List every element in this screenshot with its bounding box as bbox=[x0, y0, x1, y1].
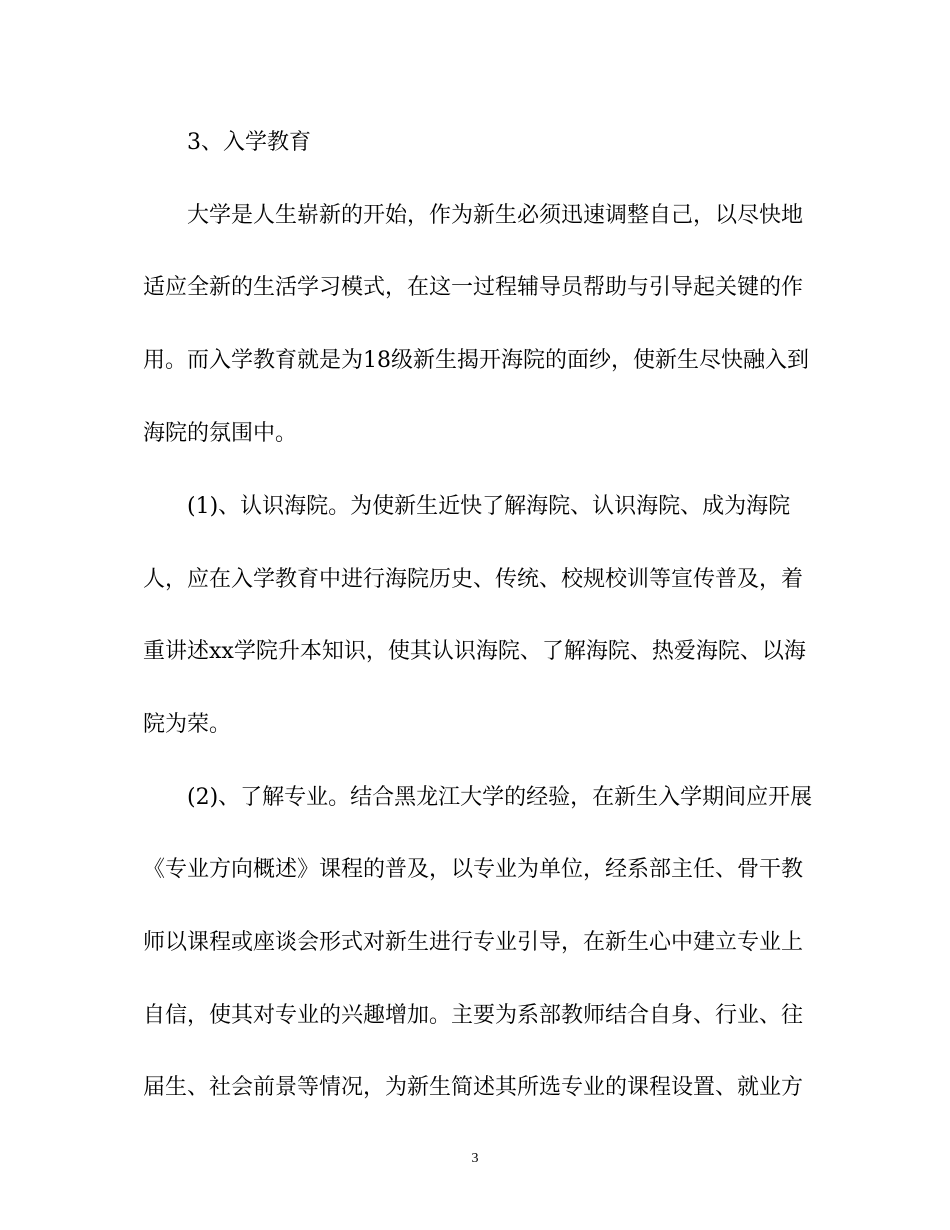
page-number: 3 bbox=[471, 1151, 479, 1166]
document-page: 3、入学教育 大学是人生崭新的开始，作为新生必须迅速调整自己，以尽快地 适应全新的生活学习模式，在这一过程辅导员帮助与引导起关键的作 用。而入学教育就是为18级新生揭开海院的面纱，使新生尽快融入到 海院的氛围中。 (1)、认识海院。为使新生近快了解海院、认识海院、成为海院 人，应在入学教育中进行海院历史、传统、校规校训等宣传普及，着 重讲述xx学院升本知识，使其认识海院、了解海院、热爱海院、以海 院为荣。 (2)、了解专业。结合黑龙江大学的经验，在新生入学期间应开展 《专业方向概述》课程的普及，以专业为单位，经系部主任、骨干教 师以课程或座谈会形式对新生进行专业引导，在新生心中建立专业上 自信，使其对专业的兴趣增加。主要为系部教师结合自身、行业、往 届生、社会前景等情况，为新生简述其所选专业的课程设置、就业方 3 bbox=[0, 0, 950, 1230]
